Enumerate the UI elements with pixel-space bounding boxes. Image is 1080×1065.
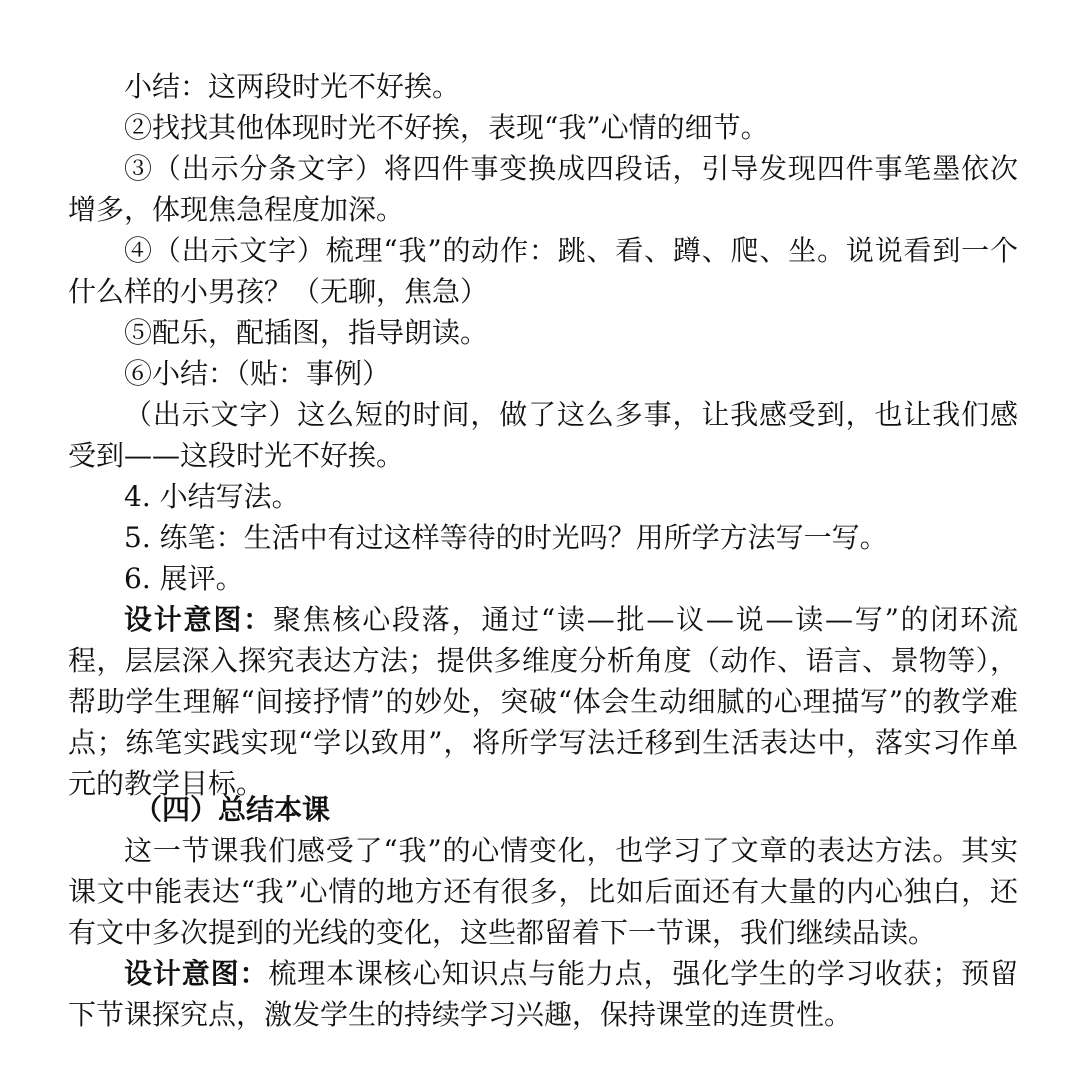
design-intent-two (68, 953, 1018, 1035)
paragraph-four-events: ③（出示分条文字）将四件事变换成四段话，引导发现四件事笔墨依次增多，体现焦急程度加深。 (68, 152, 1018, 226)
summary-paragraph: 这一节课我们感受了“我”的心情变化，也学习了文章的表达方法。其实课文中能表达“我”心情的地方还有很多，比如后面还有大量的内心独白，还有文中多次提到的光线的变化，这些都留着下一节课，我们继续品读。 (68, 834, 1018, 949)
paragraph-summary-example: ⑥小结：（贴：事例） (124, 357, 391, 390)
paragraph-practice: 5. 练笔：生活中有过这样等待的时光吗？用所学方法写一写。 (124, 521, 888, 554)
section-heading: （四）总结本课 (134, 793, 331, 826)
design-intent-one-label: 设计意图： (124, 603, 273, 636)
design-intent-one-text: 聚焦核心段落，通过“读—批—议—说—读—写”的闭环流程，层层深入探究表达方法；提供多维度分析角度（动作、语言、景物等），帮助学生理解“间接抒情”的妙处，突破“体会生动细腻的心理描写”的教学难点；练笔实践实现“学以致用”，将所学写法迁移到生活表达中，落实习作单元的教学目标。 (68, 603, 1018, 800)
design-intent-one (68, 599, 1018, 804)
paragraph-summary-short: 小结：这两段时光不好挨。 (124, 70, 461, 103)
paragraph-writing-method: 4. 小结写法。 (124, 480, 300, 513)
paragraph-show-text: （出示文字）这么短的时间，做了这么多事，让我感受到，也让我们感受到——这段时光不好挨。 (68, 398, 1018, 472)
design-intent-two-label: 设计意图： (124, 957, 269, 990)
design-intent-two-text: 梳理本课核心知识点与能力点，强化学生的学习收获；预留下节课探究点，激发学生的持续学习兴趣，保持课堂的连贯性。 (68, 957, 1018, 1031)
paragraph-actions: ④（出示文字）梳理“我”的动作：跳、看、蹲、爬、坐。说说看到一个什么样的小男孩？（无聊，焦急） (68, 234, 1018, 308)
paragraph-reading-aloud: ⑤配乐，配插图，指导朗读。 (124, 316, 489, 349)
paragraph-find-details: ②找找其他体现时光不好挨，表现“我”心情的细节。 (124, 111, 769, 144)
paragraph-evaluation: 6. 展评。 (124, 562, 244, 595)
